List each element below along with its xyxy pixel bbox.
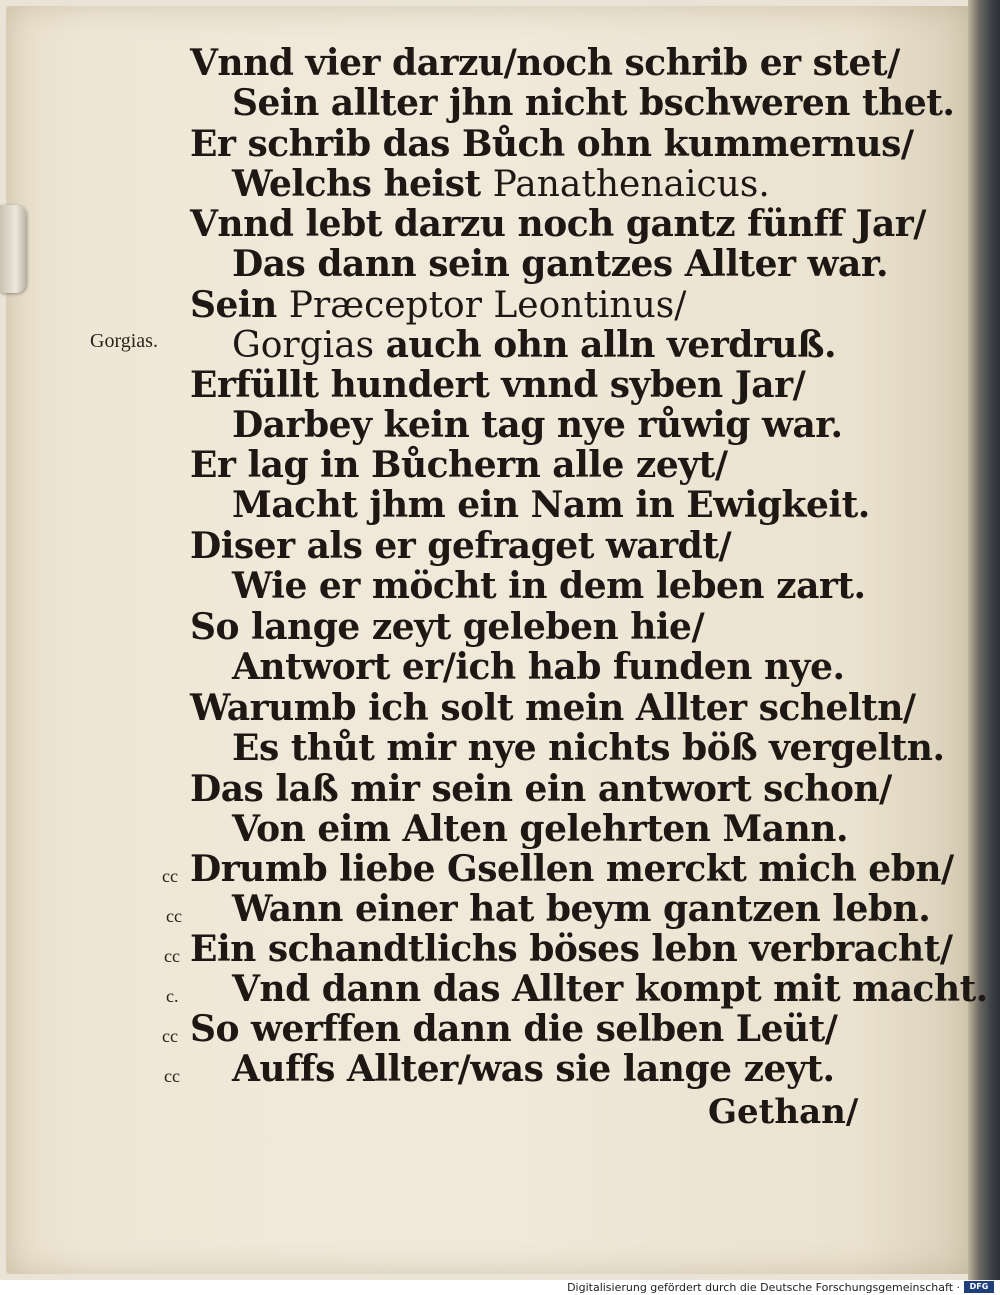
quote-mark: cc [166, 906, 182, 926]
verse-line: Erfüllt hundert vnnd syben Jar/ [190, 364, 806, 406]
verse-line: Er schrib das Bůch ohn kummernus/ [190, 123, 914, 165]
verse-line: Warumb ich solt mein Allter scheltn/ [190, 687, 916, 729]
verse-line: Darbey kein tag nye růwig war. [232, 404, 843, 446]
verse-fraktur: auch ohn alln verdruß. [385, 324, 836, 366]
margin-note: Gorgias. [90, 330, 158, 352]
quote-mark: cc [164, 946, 180, 966]
verse-line [232, 324, 836, 366]
digitization-footer [0, 1280, 1000, 1295]
quote-mark: cc [164, 1066, 180, 1086]
verse-line: Das dann sein gantzes Allter war. [232, 243, 889, 285]
verse-line: Drumb liebe Gsellen merckt mich ebn/ [190, 848, 954, 890]
quote-mark: c. [166, 986, 179, 1006]
verse-line: Von eim Alten gelehrten Mann. [232, 808, 848, 850]
verse-line: Das laß mir sein ein antwort schon/ [190, 768, 892, 810]
verse-line: So werffen dann die selben Leüt/ [190, 1008, 838, 1050]
verse-line [190, 284, 686, 326]
verse-fraktur: Welchs heist [232, 163, 493, 205]
verse-line: Ein schandtlichs böses lebn verbracht/ [190, 928, 953, 970]
verse-line: Vnnd vier darzu/noch schrib er stet/ [190, 42, 900, 84]
verse-latin: Panathenaicus. [492, 164, 770, 205]
verse-fraktur: Sein [190, 284, 289, 326]
book-spine [968, 0, 1000, 1280]
quote-mark: cc [162, 866, 178, 886]
quote-mark: cc [162, 1026, 178, 1046]
verse-line: Vnd dann das Allter kompt mit macht. [232, 968, 988, 1010]
footer-credit: Digitalisierung gefördert durch die Deutsche Forschungsgemeinschaft · [567, 1281, 960, 1294]
verse-line: Es thůt mir nye nichts böß vergeltn. [232, 727, 945, 769]
verse-line: So lange zeyt geleben hie/ [190, 606, 705, 648]
verse-line: Sein allter jhn nicht bschweren thet. [232, 82, 955, 124]
verse-line: Macht jhm ein Nam in Ewigkeit. [232, 484, 870, 526]
verse-line: Antwort er/ich hab funden nye. [232, 646, 845, 688]
dfg-logo: DFG [964, 1281, 994, 1293]
verse-latin: Præceptor Leontinus/ [288, 285, 687, 326]
verse-line: Auffs Allter/was sie lange zeyt. [232, 1048, 835, 1090]
verse-line [232, 163, 770, 205]
catchword: Gethan/ [708, 1092, 859, 1132]
verse-line: Vnnd lebt darzu noch gantz fünff Jar/ [190, 203, 926, 245]
page-clip [0, 205, 26, 293]
verse-latin: Gorgias [232, 325, 386, 366]
verse-line: Diser als er gefraget wardt/ [190, 525, 732, 567]
verse-line: Er lag in Bůchern alle zeyt/ [190, 444, 728, 486]
verse-line: Wie er möcht in dem leben zart. [232, 565, 866, 607]
verse-line: Wann einer hat beym gantzen lebn. [232, 888, 931, 930]
